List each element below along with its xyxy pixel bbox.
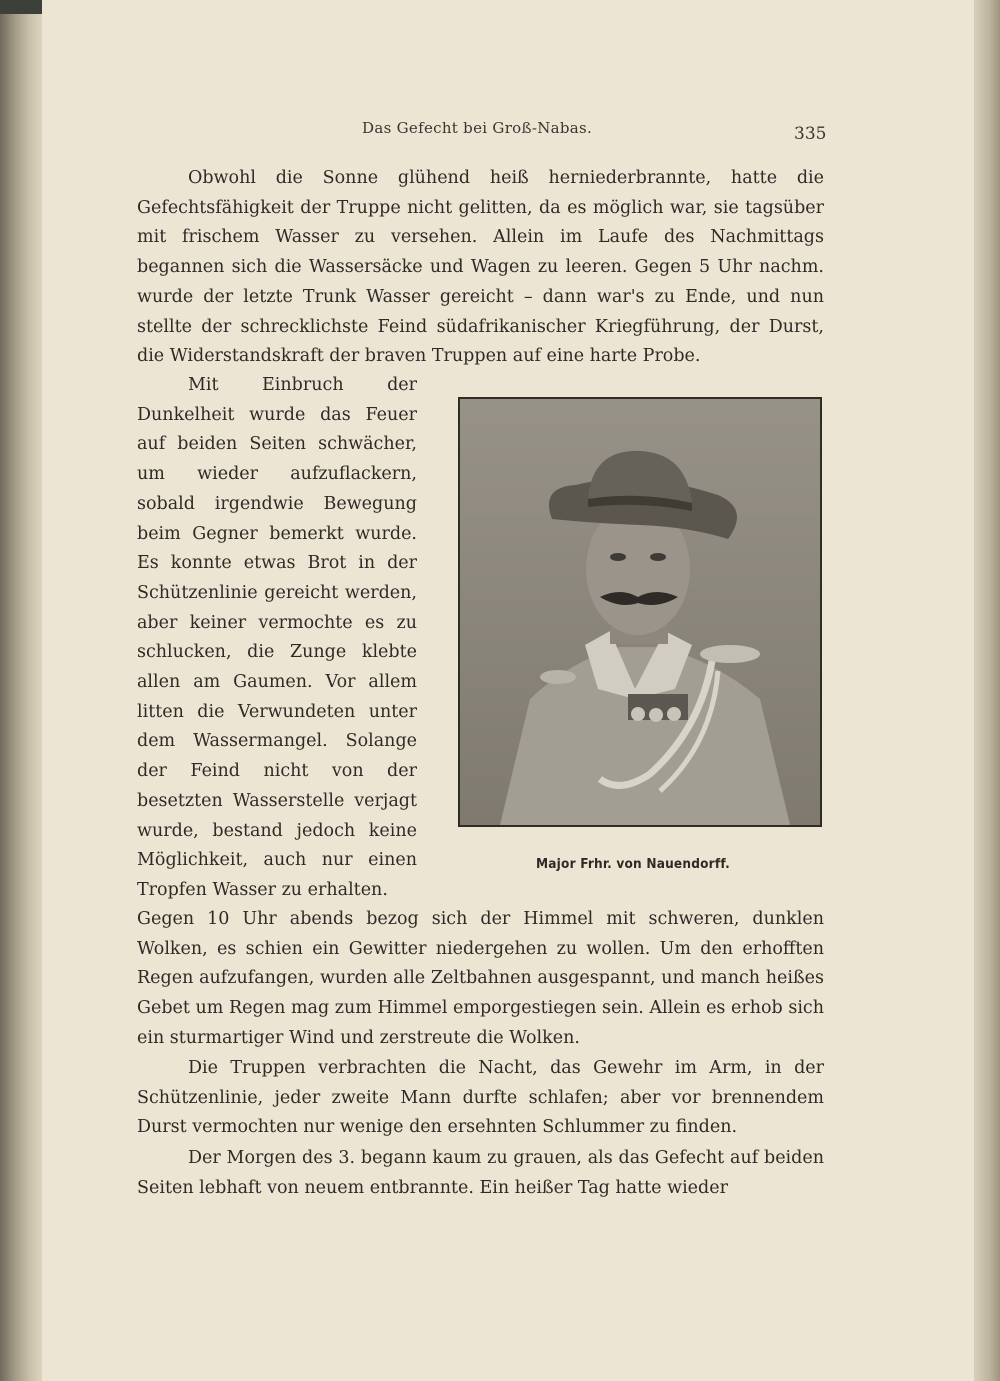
paragraph-4: Die Truppen verbrachten die Nacht, das Gewehr im Arm, in der Schützenlinie, jeder zweite Mann durfte schlafen; aber vor brennendem Durst vermochten nur wenige den ersehnten Schlummer zu finden.	[137, 1058, 824, 1138]
paragraph-3: Gegen 10 Uhr abends bezog sich der Himmel mit schweren, dunklen Wolken, es schien ein Gewitter niedergehen zu wollen. Um den erhofften Regen aufzufangen, wurden alle Zeltbahnen ausgespannt, und manch heißes Gebet um Regen mag zum Himmel emporgestiegen sein. Allein es erhob sich ein sturmartiger Wind und zerstreute die Wolken.	[137, 909, 824, 1048]
portrait-photo	[458, 397, 822, 827]
book-binding-edge	[0, 0, 42, 1381]
paragraph-5: Der Morgen des 3. begann kaum zu grauen, als das Gefecht auf beiden Seiten lebhaft von neuem entbrannte. Ein heißer Tag hatte wieder	[137, 1148, 824, 1198]
figure-caption: Major Frhr. von Nauendorff.	[536, 856, 730, 872]
paragraph-1: Obwohl die Sonne glühend heiß herniederbrannte, hatte die Gefechtsfähigkeit der Truppe nicht gelitten, da es möglich war, sie tagsüber mit frischem Wasser zu versehen. Allein im Laufe des Nachmittags begannen sich die Wassersäcke und Wagen zu leeren. Gegen 5 Uhr nachm. wurde der letzte Trunk Wasser gereicht – dann war's zu Ende, und nun stellte der schrecklichste Feind südafrikanischer Kriegführung, der Durst, die Widerstandskraft der braven Truppen auf eine harte Probe.	[137, 168, 824, 367]
page-stack-edge	[974, 0, 1000, 1381]
paragraph-2: Mit Einbruch der Dunkelheit wurde das Feuer auf beiden Seiten schwächer, um wieder aufzuflackern, sobald irgendwie Bewegung beim Gegner bemerkt wurde. Es konnte etwas Brot in der Schützenlinie gereicht werden, aber keiner vermochte es zu schlucken, die Zunge klebte allen am Gaumen. Vor allem litten die Verwundeten unter dem Wassermangel. Solange der Feind nicht von der besetzten Wasserstelle verjagt wurde, bestand jedoch keine Möglichkeit, auch nur einen Tropfen Wasser zu erhalten.	[137, 375, 417, 900]
page-number: 335	[794, 124, 827, 144]
portrait-illustration	[460, 399, 820, 825]
running-title: Das Gefecht bei Groß-Nabas.	[362, 119, 593, 137]
